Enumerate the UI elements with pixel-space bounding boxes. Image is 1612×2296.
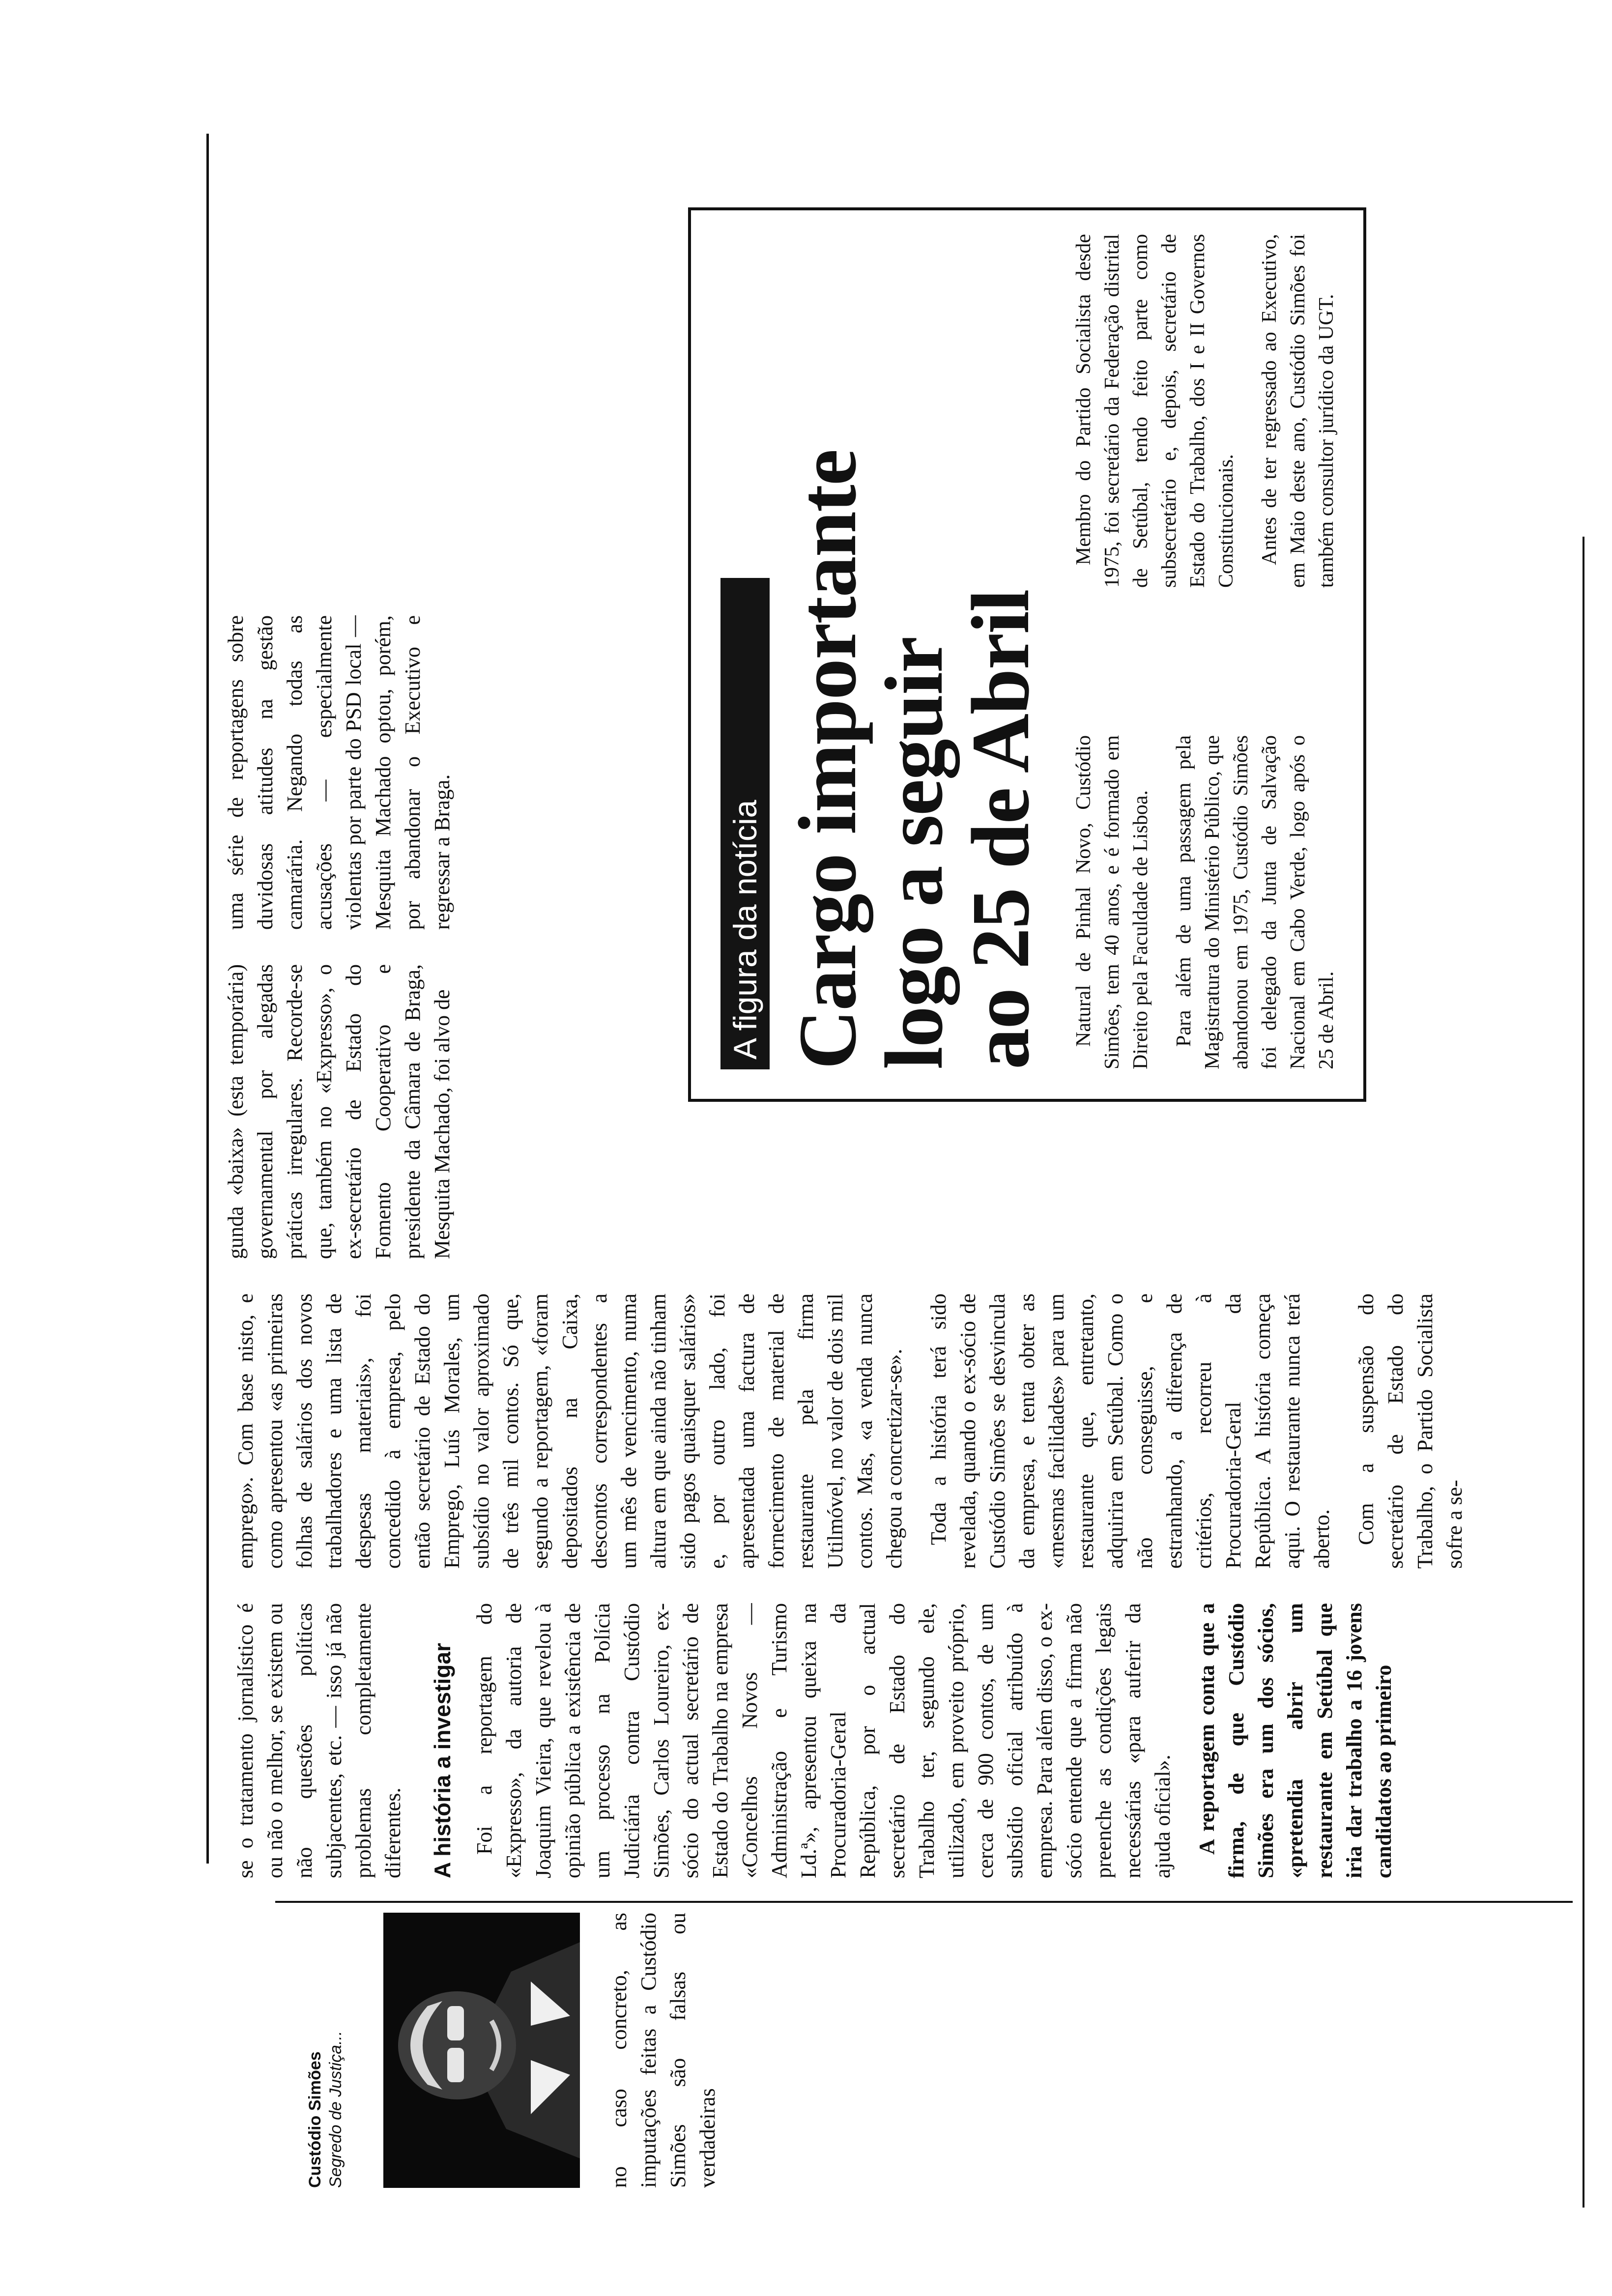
portrait-photo-icon <box>383 1913 580 2188</box>
caption-continuation: no caso concreto, as imputações feitas a Custódio Simões são falsas ou verdadeiras <box>607 1913 720 2188</box>
body-paragraph: A reportagem conta que a firma, de que Custódio Simões era um dos sócios, «pretendia abrir um restaurante em Setúbal que iria dar trabalho a 16 jovens candidatos ao primeiro <box>1195 1603 1396 1878</box>
headline-line-1: Cargo importante <box>782 450 873 1069</box>
body-paragraph: uma série de reportagens sobre duvidosas atitudes na gestão camarária. Negando todas as acusações — especialmente violentas por parte do PSD local — Mesquita Machado optou, porém, por abandonar o Executivo e regressar a Braga. <box>224 615 454 930</box>
body-paragraph: Foi a reportagem do «Expresso», da autoria de Joaquim Vieira, que revelou à opinião pública a existência de um processo na Polícia Judiciária contra Custódio Simões, Carlos Loureiro, ex-sócio do actual secretário de Estado do Trabalho na empresa «Concelhos Novos — Administração e Turismo Ld.ª», apresentou queixa na Procuradoria-Geral da República, por o actual secretário de Estado do Trabalho ter, segundo ele, utilizado, em proveito próprio, cerca de 900 contos, de um subsídio oficial atribuído à empresa. Para além disso, o ex-sócio entende que a firma não preenche as condições legais necessárias «para auferir da ajuda oficial». <box>472 1603 1175 1878</box>
body-paragraph: Toda a história terá sido revelada, quando o ex-sócio de Custódio Simões se desvincula da empresa, e tenta obter as «mesmas facilidades» para um restaurante que, entretanto, adquirira em Setúbal. Como o não conseguisse, e estranhando, a diferença de critérios, recorreu à Procuradoria-Geral da República. A história começa aqui. O restaurante nunca terá aberto. <box>926 1293 1334 1569</box>
column-2 <box>231 1293 1578 1569</box>
sidebar-paragraph: Membro do Partido Socialista desde 1975, foi secretário da Federação distrital de Setúbal, tendo feito parte como subsecretário e, depois, secretário de Estado do Trabalho, dos I e II Governos Constitucionais. <box>1072 234 1238 588</box>
caption-subtitle: Segredo de Justiça... <box>326 2031 345 2188</box>
sidebar-paragraph: Antes de ter regressado ao Executivo, em Maio deste ano, Custódio Simões foi também consultor jurídico da UGT. <box>1258 234 1338 588</box>
sidebar-label: A figura da notícia <box>720 578 770 1069</box>
sidebar-paragraph: Para além de uma passagem pela Magistratura do Ministério Público, que abandonou em 1975, Custódio Simões foi delegado da Junta de Salvação Nacional em Cabo Verde, logo após o 25 de Abril. <box>1173 735 1338 1069</box>
bottom-rule <box>1583 537 1584 2208</box>
portrait-photo <box>383 1913 580 2188</box>
subhead: A história a investigar <box>430 1643 455 1878</box>
photo-caption <box>305 1913 346 2188</box>
column-3 <box>221 964 644 1259</box>
sidebar-headline <box>784 224 1044 1069</box>
headline-line-3: ao 25 de Abril <box>955 590 1046 1069</box>
body-paragraph: Com a suspensão do secretário de Estado do Trabalho, o Partido Socialista sofre a se- <box>1354 1293 1467 1569</box>
sidebar-column-b <box>1069 234 1341 588</box>
intro-paragraph: se o tratamento jornalístico é ou não o melhor, se existem ou não questões políticas subjacentes, etc. — isso já não problemas completamente diferentes. <box>233 1603 405 1878</box>
column-1 <box>604 1913 1578 2188</box>
column-rule <box>275 1901 1573 1903</box>
sidebar-paragraph: Natural de Pinhal Novo, Custódio Simões, tem 40 anos, e é formado em Direito pela Faculdade de Lisboa. <box>1072 735 1152 1069</box>
body-paragraph: emprego». Com base nisto, e como apresentou «as primeiras folhas de salários dos novos trabalhadores e uma lista de despesas materiais», foi concedido à empresa, pelo então secretário de Estado do Emprego, Luís Morales, um subsídio no valor aproximado de três mil contos. Só que, segundo a reportagem, «foram depositados na Caixa, descontos correspondentes a um mês de vencimento, numa altura em que ainda não tinham sido pagos quaisquer salários» e, por outro lado, foi apresentada uma factura de fornecimento de material de restaurante pela firma Utilmóvel, no valor de dois mil contos. Mas, «a venda nunca chegou a concretizar-se». <box>233 1293 906 1569</box>
sidebar-box <box>688 207 1366 1102</box>
sidebar-column-a <box>1069 735 1341 1069</box>
caption-name: Custódio Simões <box>306 2051 324 2188</box>
column-4 <box>221 615 644 930</box>
top-rule <box>206 134 209 1864</box>
body-paragraph: gunda «baixa» (esta temporária) governamental por alegadas práticas irregulares. Recorde-se que, também no «Expresso», o ex-secretário de Estado do Fomento Cooperativo e presidente da Câmara de Braga, Mesquita Machado, foi alvo de <box>224 964 454 1259</box>
column-1-body <box>231 1603 1578 1878</box>
headline-line-2: logo a seguir <box>868 637 960 1069</box>
